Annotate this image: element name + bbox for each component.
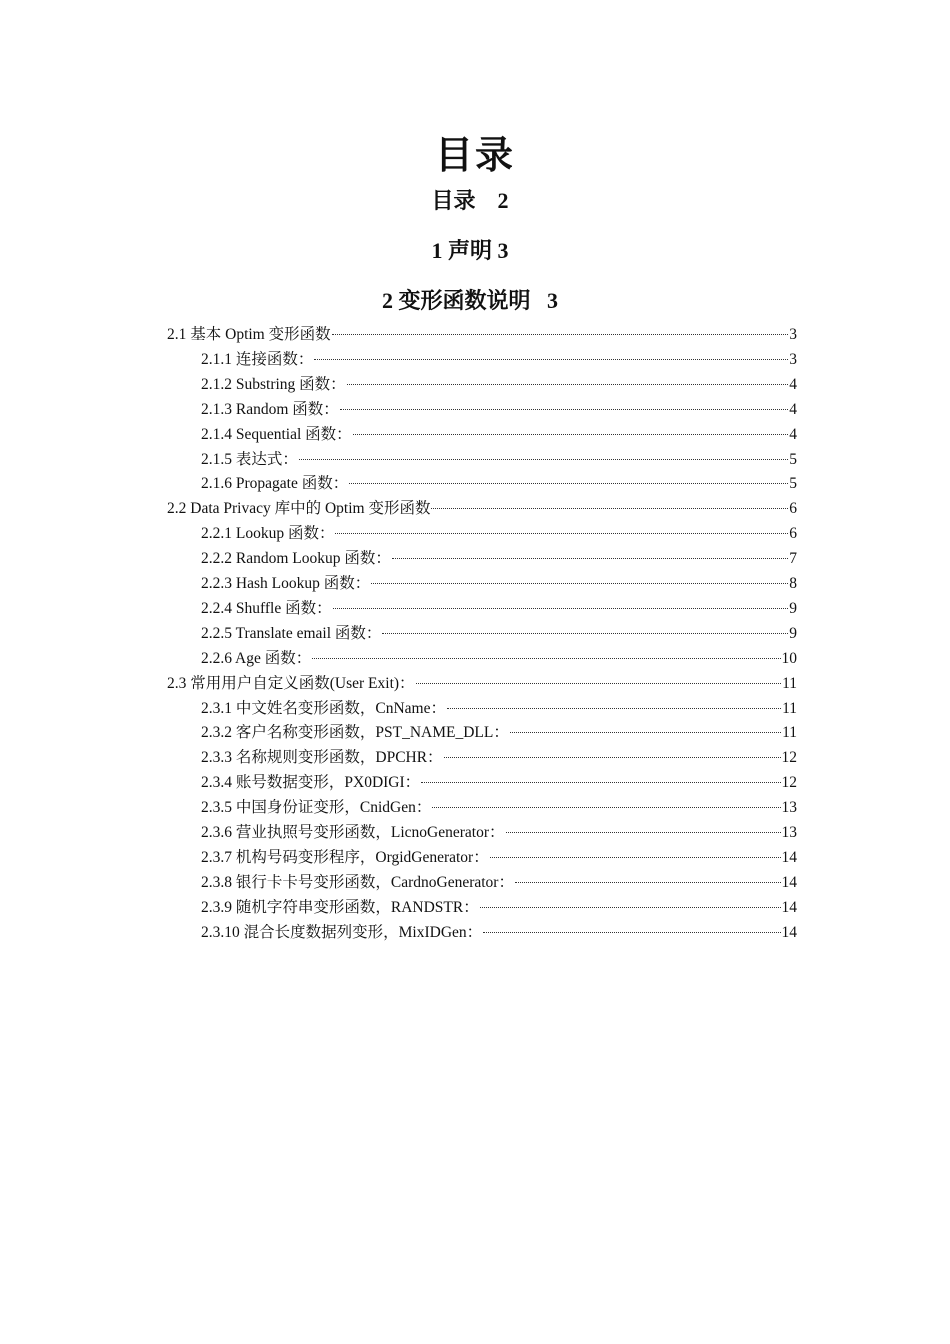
toc-entry-page-number: 7 bbox=[789, 550, 797, 568]
toc-entry-label: 2.2.2 Random Lookup 函数： bbox=[201, 550, 391, 568]
toc-entry[interactable] bbox=[201, 845, 797, 870]
toc-entry[interactable] bbox=[201, 546, 797, 571]
toc-entry[interactable] bbox=[201, 920, 797, 945]
toc-leader-dots bbox=[515, 882, 781, 883]
toc-entry-label: 2.3.3 名称规则变形函数，DPCHR： bbox=[201, 749, 443, 767]
toc-entry[interactable] bbox=[201, 397, 797, 422]
toc-leader-dots bbox=[506, 832, 781, 833]
toc-entry[interactable] bbox=[201, 372, 797, 397]
toc-leader-dots bbox=[353, 434, 789, 435]
toc-entry[interactable] bbox=[201, 870, 797, 895]
toc-entry[interactable] bbox=[201, 696, 797, 721]
toc-entry-page-number: 13 bbox=[781, 799, 797, 817]
toc-entry-label: 2.3.1 中文姓名变形函数，CnName： bbox=[201, 699, 446, 717]
toc-leader-dots bbox=[349, 483, 788, 484]
toc-entry-page-number: 4 bbox=[789, 425, 797, 443]
toc-leader-dots bbox=[347, 384, 789, 385]
toc-entry[interactable] bbox=[201, 745, 797, 770]
toc-leader-dots bbox=[447, 708, 781, 709]
toc-entry-page-number: 3 bbox=[789, 350, 797, 368]
toc-entry[interactable] bbox=[201, 646, 797, 671]
toc-leader-dots bbox=[333, 608, 789, 609]
toc-entry-label: 2.1.3 Random 函数： bbox=[201, 400, 339, 418]
toc-leader-dots bbox=[299, 459, 788, 460]
toc-entry-page-number: 3 bbox=[789, 326, 797, 343]
toc-entry[interactable] bbox=[201, 521, 797, 546]
toc-leader-dots bbox=[312, 658, 780, 659]
toc-entry-label: 2.2.5 Translate email 函数： bbox=[201, 624, 382, 642]
toc-entry[interactable] bbox=[201, 347, 797, 372]
page-title: 目录 bbox=[434, 135, 515, 177]
toc-entry-page-number: 4 bbox=[789, 400, 797, 418]
toc-entry-page-number: 12 bbox=[781, 774, 797, 792]
toc-entry-label: 2.2 Data Privacy 库中的 Optim 变形函数 bbox=[167, 500, 431, 518]
toc-entry-label: 2.1.5 表达式： bbox=[201, 450, 298, 468]
toc-entry[interactable] bbox=[201, 422, 797, 447]
toc-entry[interactable] bbox=[201, 596, 797, 621]
toc-entry-label: 2.3.5 中国身份证变形，CnidGen： bbox=[201, 799, 432, 817]
toc-entry-page-number: 6 bbox=[789, 525, 797, 543]
toc-entry-label: 2.3.2 客户名称变形函数，PST_NAME_DLL： bbox=[201, 724, 509, 742]
toc-entry-page-number: 14 bbox=[781, 923, 797, 941]
toc-heading-declaration[interactable]: 1 声明 3 bbox=[431, 238, 509, 263]
toc-entry-page-number: 14 bbox=[781, 898, 797, 916]
toc-leader-dots bbox=[432, 807, 780, 808]
toc-heading-contents[interactable]: 目录 2 bbox=[431, 188, 509, 213]
toc-entry[interactable] bbox=[201, 720, 797, 745]
toc-entry[interactable] bbox=[167, 671, 797, 696]
toc-leader-dots bbox=[382, 633, 788, 634]
toc-entry-page-number: 4 bbox=[789, 375, 797, 393]
toc-entry-label: 2.3.7 机构号码变形程序，OrgidGenerator： bbox=[201, 848, 489, 866]
toc-entry-page-number: 10 bbox=[781, 649, 797, 667]
toc-entry-label: 2.1.4 Sequential 函数： bbox=[201, 425, 352, 443]
toc-leader-dots bbox=[421, 782, 780, 783]
toc-entry[interactable] bbox=[201, 447, 797, 472]
toc-entry-label: 2.3.9 随机字符串变形函数，RANDSTR： bbox=[201, 898, 479, 916]
toc-leader-dots bbox=[510, 732, 781, 733]
toc-entry-label: 2.3.6 营业执照号变形函数，LicnoGenerator： bbox=[201, 824, 505, 841]
toc-entry[interactable] bbox=[201, 471, 797, 496]
toc-entry-page-number: 13 bbox=[781, 824, 797, 841]
toc-heading-transform-functions[interactable]: 2 变形函数说明 3 bbox=[381, 288, 558, 313]
toc-entry[interactable] bbox=[167, 322, 797, 347]
toc-leader-dots bbox=[431, 508, 788, 509]
toc-entry-label: 2.2.1 Lookup 函数： bbox=[201, 525, 335, 543]
toc-leader-dots bbox=[340, 409, 788, 410]
toc-entry-page-number: 12 bbox=[781, 749, 797, 767]
toc-entry-label: 2.3.8 银行卡卡号变形函数，CardnoGenerator： bbox=[201, 873, 514, 891]
toc-leader-dots bbox=[483, 932, 780, 933]
toc-entry[interactable] bbox=[201, 770, 797, 795]
toc-entry-page-number: 11 bbox=[782, 699, 797, 717]
toc-entry[interactable] bbox=[201, 895, 797, 920]
toc-leader-dots bbox=[314, 359, 788, 360]
toc-entry[interactable] bbox=[167, 496, 797, 521]
toc-leader-dots bbox=[416, 683, 782, 684]
toc-entry[interactable] bbox=[201, 820, 797, 845]
toc-entry-page-number: 11 bbox=[782, 724, 797, 742]
toc-entry-page-number: 14 bbox=[781, 848, 797, 866]
toc-entry-label: 2.1.2 Substring 函数： bbox=[201, 375, 346, 393]
toc-leader-dots bbox=[332, 334, 789, 335]
toc-entry-page-number: 9 bbox=[789, 599, 797, 617]
toc-entry-label: 2.1 基本 Optim 变形函数 bbox=[167, 326, 331, 343]
toc-entry-label: 2.3 常用用户自定义函数(User Exit)： bbox=[167, 674, 415, 692]
toc-entry-label: 2.3.10 混合长度数据列变形，MixIDGen： bbox=[201, 923, 483, 941]
toc-entry-label: 2.2.6 Age 函数： bbox=[201, 649, 312, 667]
toc-entry-page-number: 5 bbox=[789, 475, 797, 493]
toc-entry-page-number: 9 bbox=[789, 624, 797, 642]
toc-entry-page-number: 14 bbox=[781, 873, 797, 891]
toc-entry-page-number: 8 bbox=[789, 575, 797, 592]
toc-entry-label: 2.2.3 Hash Lookup 函数： bbox=[201, 575, 371, 592]
toc-entry[interactable] bbox=[201, 621, 797, 646]
toc-entry-label: 2.3.4 账号数据变形，PX0DIGI： bbox=[201, 774, 421, 792]
toc-entry-label: 2.2.4 Shuffle 函数： bbox=[201, 599, 332, 617]
toc-leader-dots bbox=[392, 558, 788, 559]
toc-leader-dots bbox=[335, 533, 788, 534]
toc-entry-page-number: 11 bbox=[782, 674, 797, 692]
toc-entry-label: 2.1.6 Propagate 函数： bbox=[201, 475, 349, 493]
toc-leader-dots bbox=[480, 907, 781, 908]
toc-entry-page-number: 6 bbox=[789, 500, 797, 518]
toc-leader-dots bbox=[490, 857, 781, 858]
toc-entry[interactable] bbox=[201, 795, 797, 820]
toc-entry-page-number: 5 bbox=[789, 450, 797, 468]
toc-leader-dots bbox=[371, 583, 788, 584]
toc-entry-label: 2.1.1 连接函数： bbox=[201, 350, 314, 368]
toc-leader-dots bbox=[444, 757, 781, 758]
toc-entry[interactable] bbox=[201, 571, 797, 596]
